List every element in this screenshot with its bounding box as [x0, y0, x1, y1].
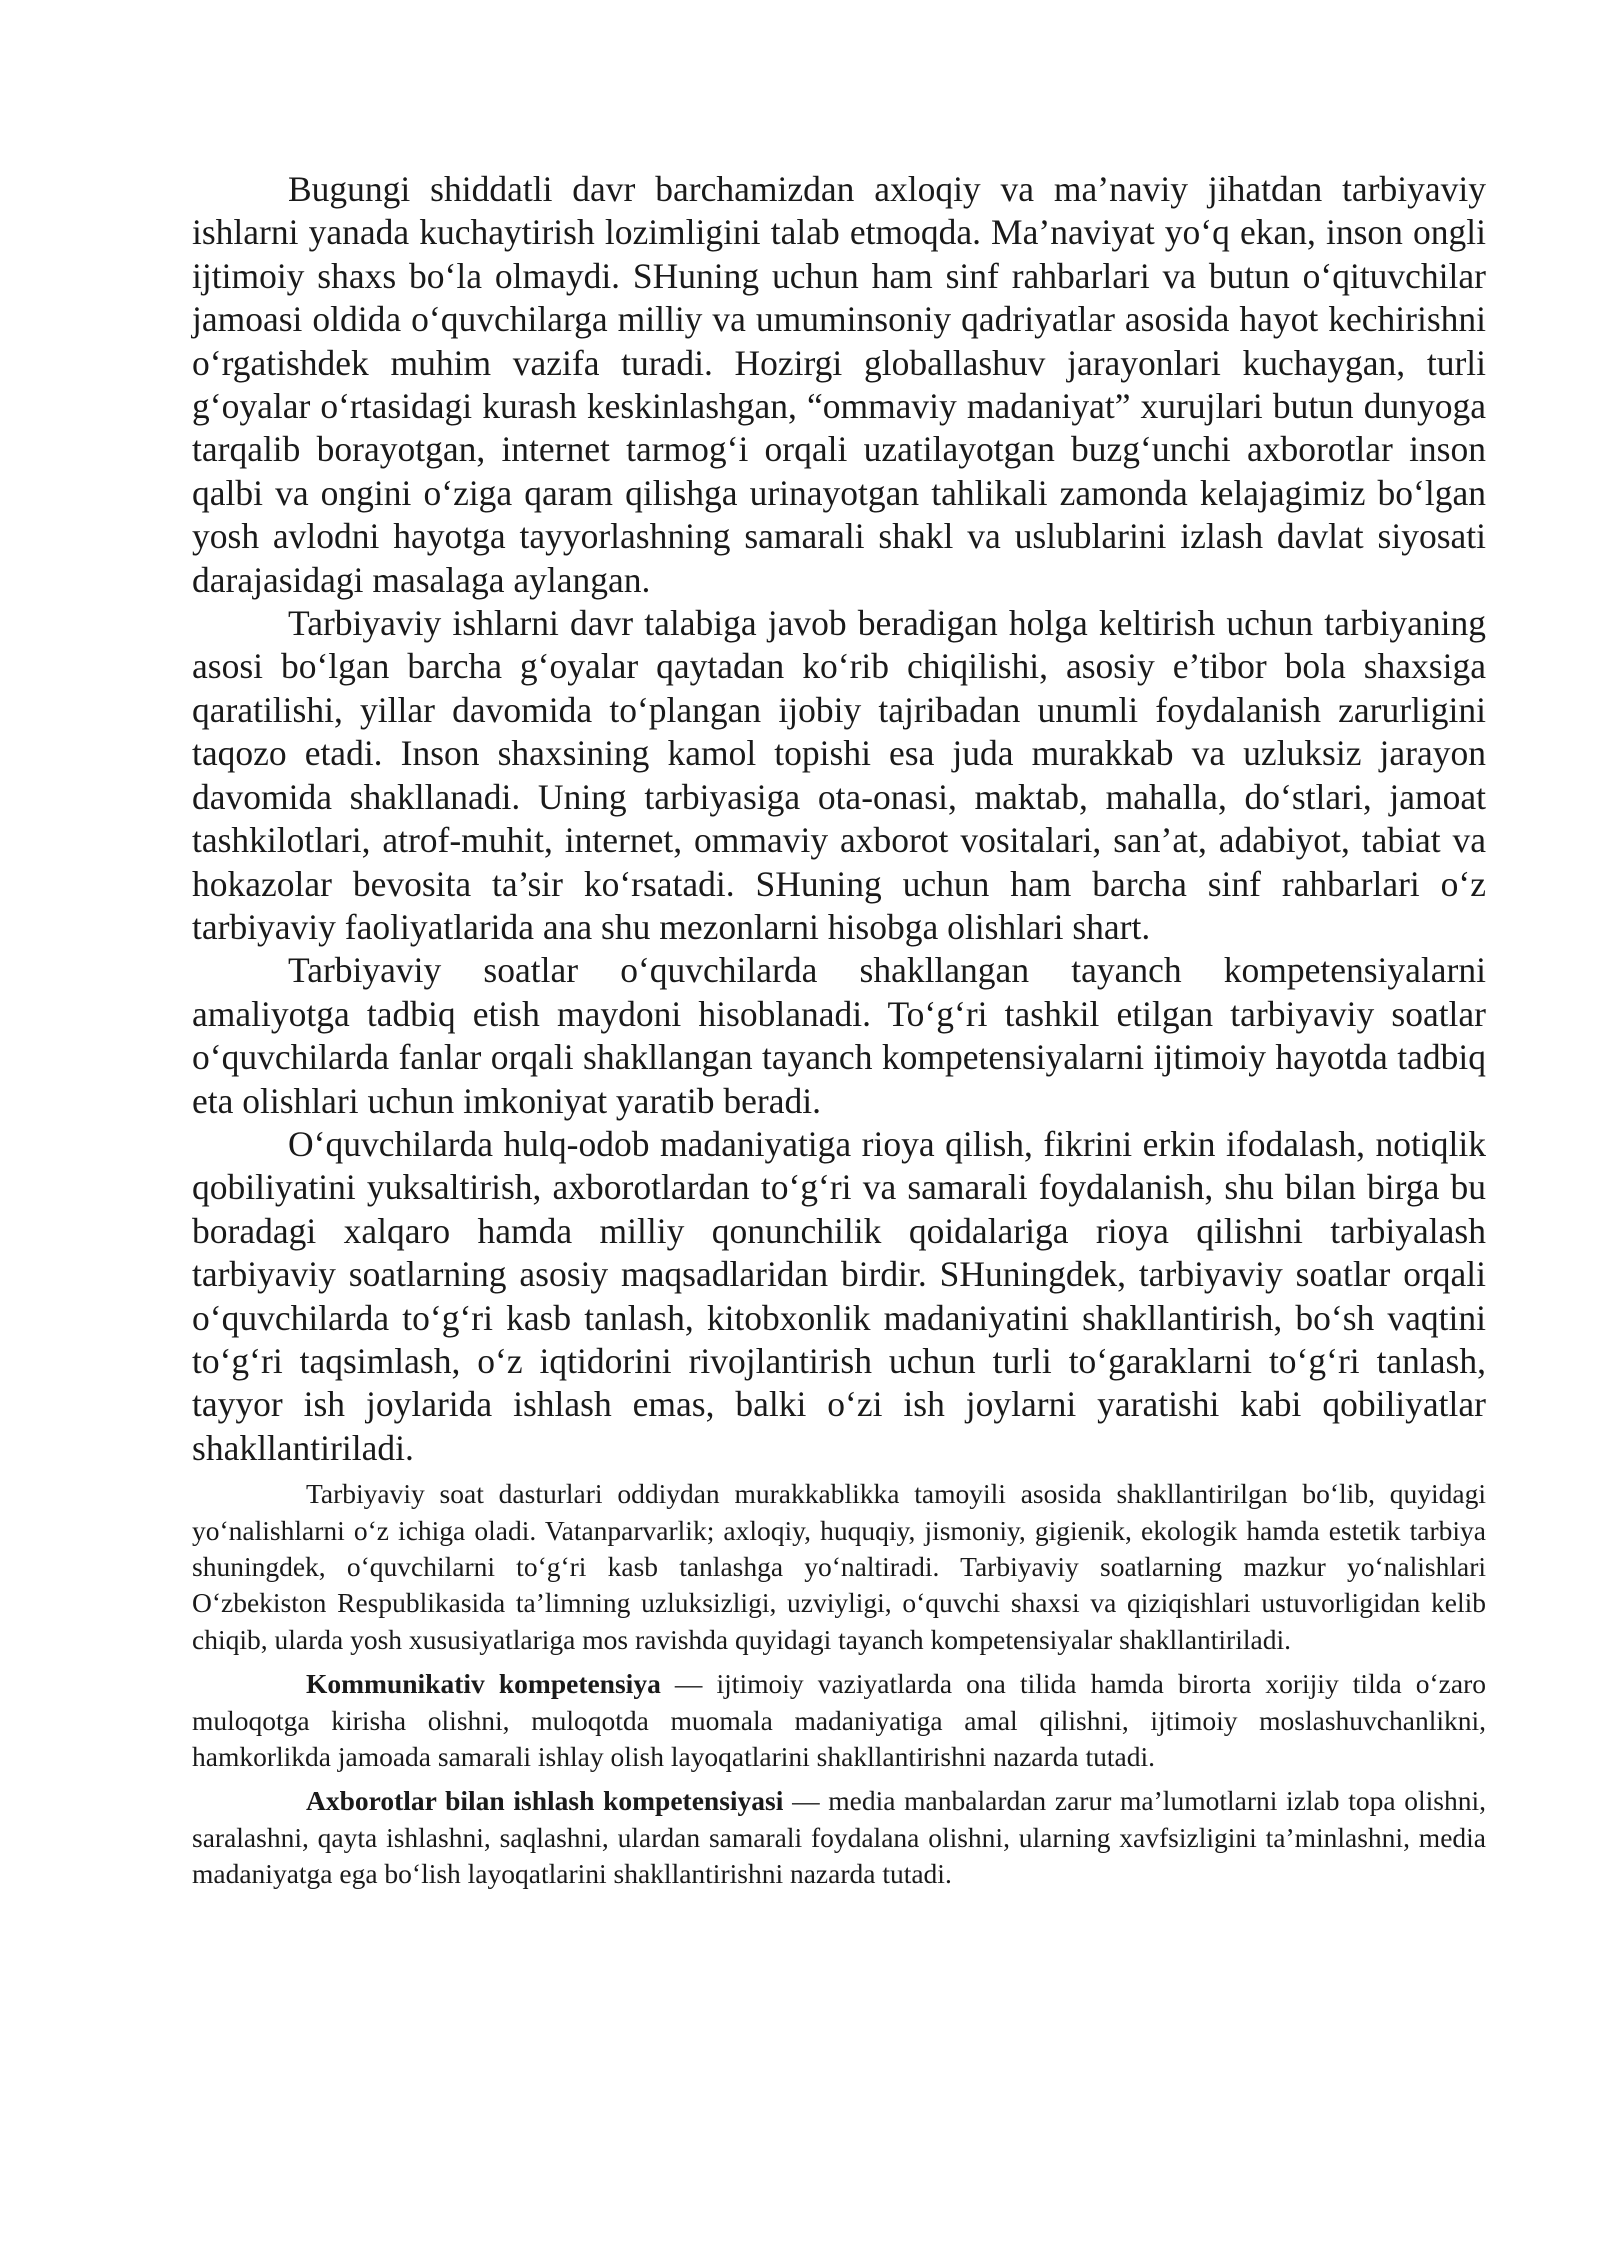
definition-communicative [192, 1666, 1486, 1775]
definition-text: — ijtimoiy vaziyatlarda ona tilida hamda birorta xorijiy tilda o‘zaro muloqotga kirisha olishni, muloqotda muomala madaniyatiga amal qilishni, ijtimoiy moslashuvchanlikni, hamkorlikda jamoada samarali ishlay olish layoqatlarini shakllantirishni nazarda tutadi. [192, 1668, 1486, 1773]
paragraph-2: Tarbiyaviy ishlarni davr talabiga javob beradigan holga keltirish uchun tarbiyaning asosi bo‘lgan barcha g‘oyalar qaytadan ko‘rib chiqilishi, asosiy e’tibor bola shaxsiga qaratilishi, yillar davomida to‘plangan ijobiy tajribadan unumli foydalanish zarurligini taqozo etadi. Inson shaxsining kamol topishi esa juda murakkab va uzluksiz jarayon davomida shakllanadi. Uning tarbiyasiga ota-onasi, maktab, mahalla, do‘stlari, jamoat tashkilotlari, atrof-muhit, internet, ommaviy axborot vositalari, san’at, adabiyot, tabiat va hokazolar bevosita ta’sir ko‘rsatadi. SHuning uchun ham barcha sinf rahbarlari o‘z tarbiyaviy faoliyatlarida ana shu mezonlarni hisobga olishlari shart. [192, 603, 1486, 947]
paragraph-4: O‘quvchilarda hulq-odob madaniyatiga rioya qilish, fikrini erkin ifodalash, notiqlik qobiliyatini yuksaltirish, axborotlardan to‘g‘ri va samarali foydalanish, shu bilan birga bu boradagi xalqaro hamda milliy qonunchilik qoidalariga rioya qilishni tarbiyalash tarbiyaviy soatlarning asosiy maqsadlaridan birdir. SHuningdek, tarbiyaviy soatlar orqali o‘quvchilarda to‘g‘ri kasb tanlash, kitobxonlik madaniyatini shakllantirish, bo‘sh vaqtini to‘g‘ri taqsimlash, o‘z iqtidorini rivojlantirish uchun turli to‘garaklarni to‘g‘ri tanlash, tayyor ish joylarida ishlash emas, balki o‘zi ish joylarni yaratishi kabi qobiliyatlar shakllantiriladi. [192, 1123, 1486, 1468]
definition-text: — media manbalardan zarur ma’lumotlarni izlab topa olishni, saralashni, qayta ishlashni, saqlashni, ulardan samarali foydalana olishni, ularning xavfsizligini ta’minlashni, media madaniyatga ega bo‘lish layoqatlarini shakllantirishni nazarda tutadi. [192, 1785, 1486, 1890]
definition-information [192, 1783, 1486, 1892]
definition-term: Kommunikativ kompetensiya [306, 1668, 661, 1700]
small-text-section [192, 1476, 1486, 1892]
paragraph-3: Tarbiyaviy soatlar o‘quvchilarda shakllangan tayanch kompetensiyalarni amaliyotga tadbiq etish maydoni hisoblanadi. To‘g‘ri tashkil etilgan tarbiyaviy soatlar o‘quvchilarda fanlar orqali shakllangan tayanch kompetensiyalarni ijtimoiy hayotda tadbiq eta olishlari uchun imkoniyat yaratib beradi. [192, 950, 1486, 1121]
document-page [192, 168, 1486, 1893]
definition-term: Axborotlar bilan ishlash kompetensiyasi [306, 1785, 784, 1817]
paragraph-5: Tarbiyaviy soat dasturlari oddiydan murakkablikka tamoyili asosida shakllantirilgan bo‘lib, quyidagi yo‘nalishlarni o‘z ichiga oladi. Vatanparvarlik; axloqiy, huquqiy, jismoniy, gigienik, ekologik hamda estetik tarbiya shuningdek, o‘quvchilarni to‘g‘ri kasb tanlashga yo‘naltiradi. Tarbiyaviy soatlarning mazkur yo‘nalishlari O‘zbekiston Respublikasida ta’limning uzluksizligi, uzviyligi, o‘quvchi shaxsi va qiziqishlari ustuvorligidan kelib chiqib, ularda yosh xususiyatlariga mos ravishda quyidagi tayanch kompetensiyalar shakllantiriladi. [192, 1478, 1486, 1655]
paragraph-1: Bugungi shiddatli davr barchamizdan axloqiy va ma’naviy jihatdan tarbiyaviy ishlarni yanada kuchaytirish lozimligini talab etmoqda. Ma’naviyat yo‘q ekan, inson ongli ijtimoiy shaxs bo‘la olmaydi. SHuning uchun ham sinf rahbarlari va butun o‘qituvchilar jamoasi oldida o‘quvchilarga milliy va umuminsoniy qadriyatlar asosida hayot kechirishni o‘rgatishdek muhim vazifa turadi. Hozirgi globallashuv jarayonlari kuchaygan, turli g‘oyalar o‘rtasidagi kurash keskinlashgan, “ommaviy madaniyat” xurujlari butun dunyoga tarqalib borayotgan, internet tarmog‘i orqali uzatilayotgan buzg‘unchi axborotlar inson qalbi va ongini o‘ziga qaram qilishga urinayotgan tahlikali zamonda kelajagimiz bo‘lgan yosh avlodni hayotga tayyorlashning samarali shakl va uslublarini izlash davlat siyosati darajasidagi masalaga aylangan. [192, 169, 1486, 600]
